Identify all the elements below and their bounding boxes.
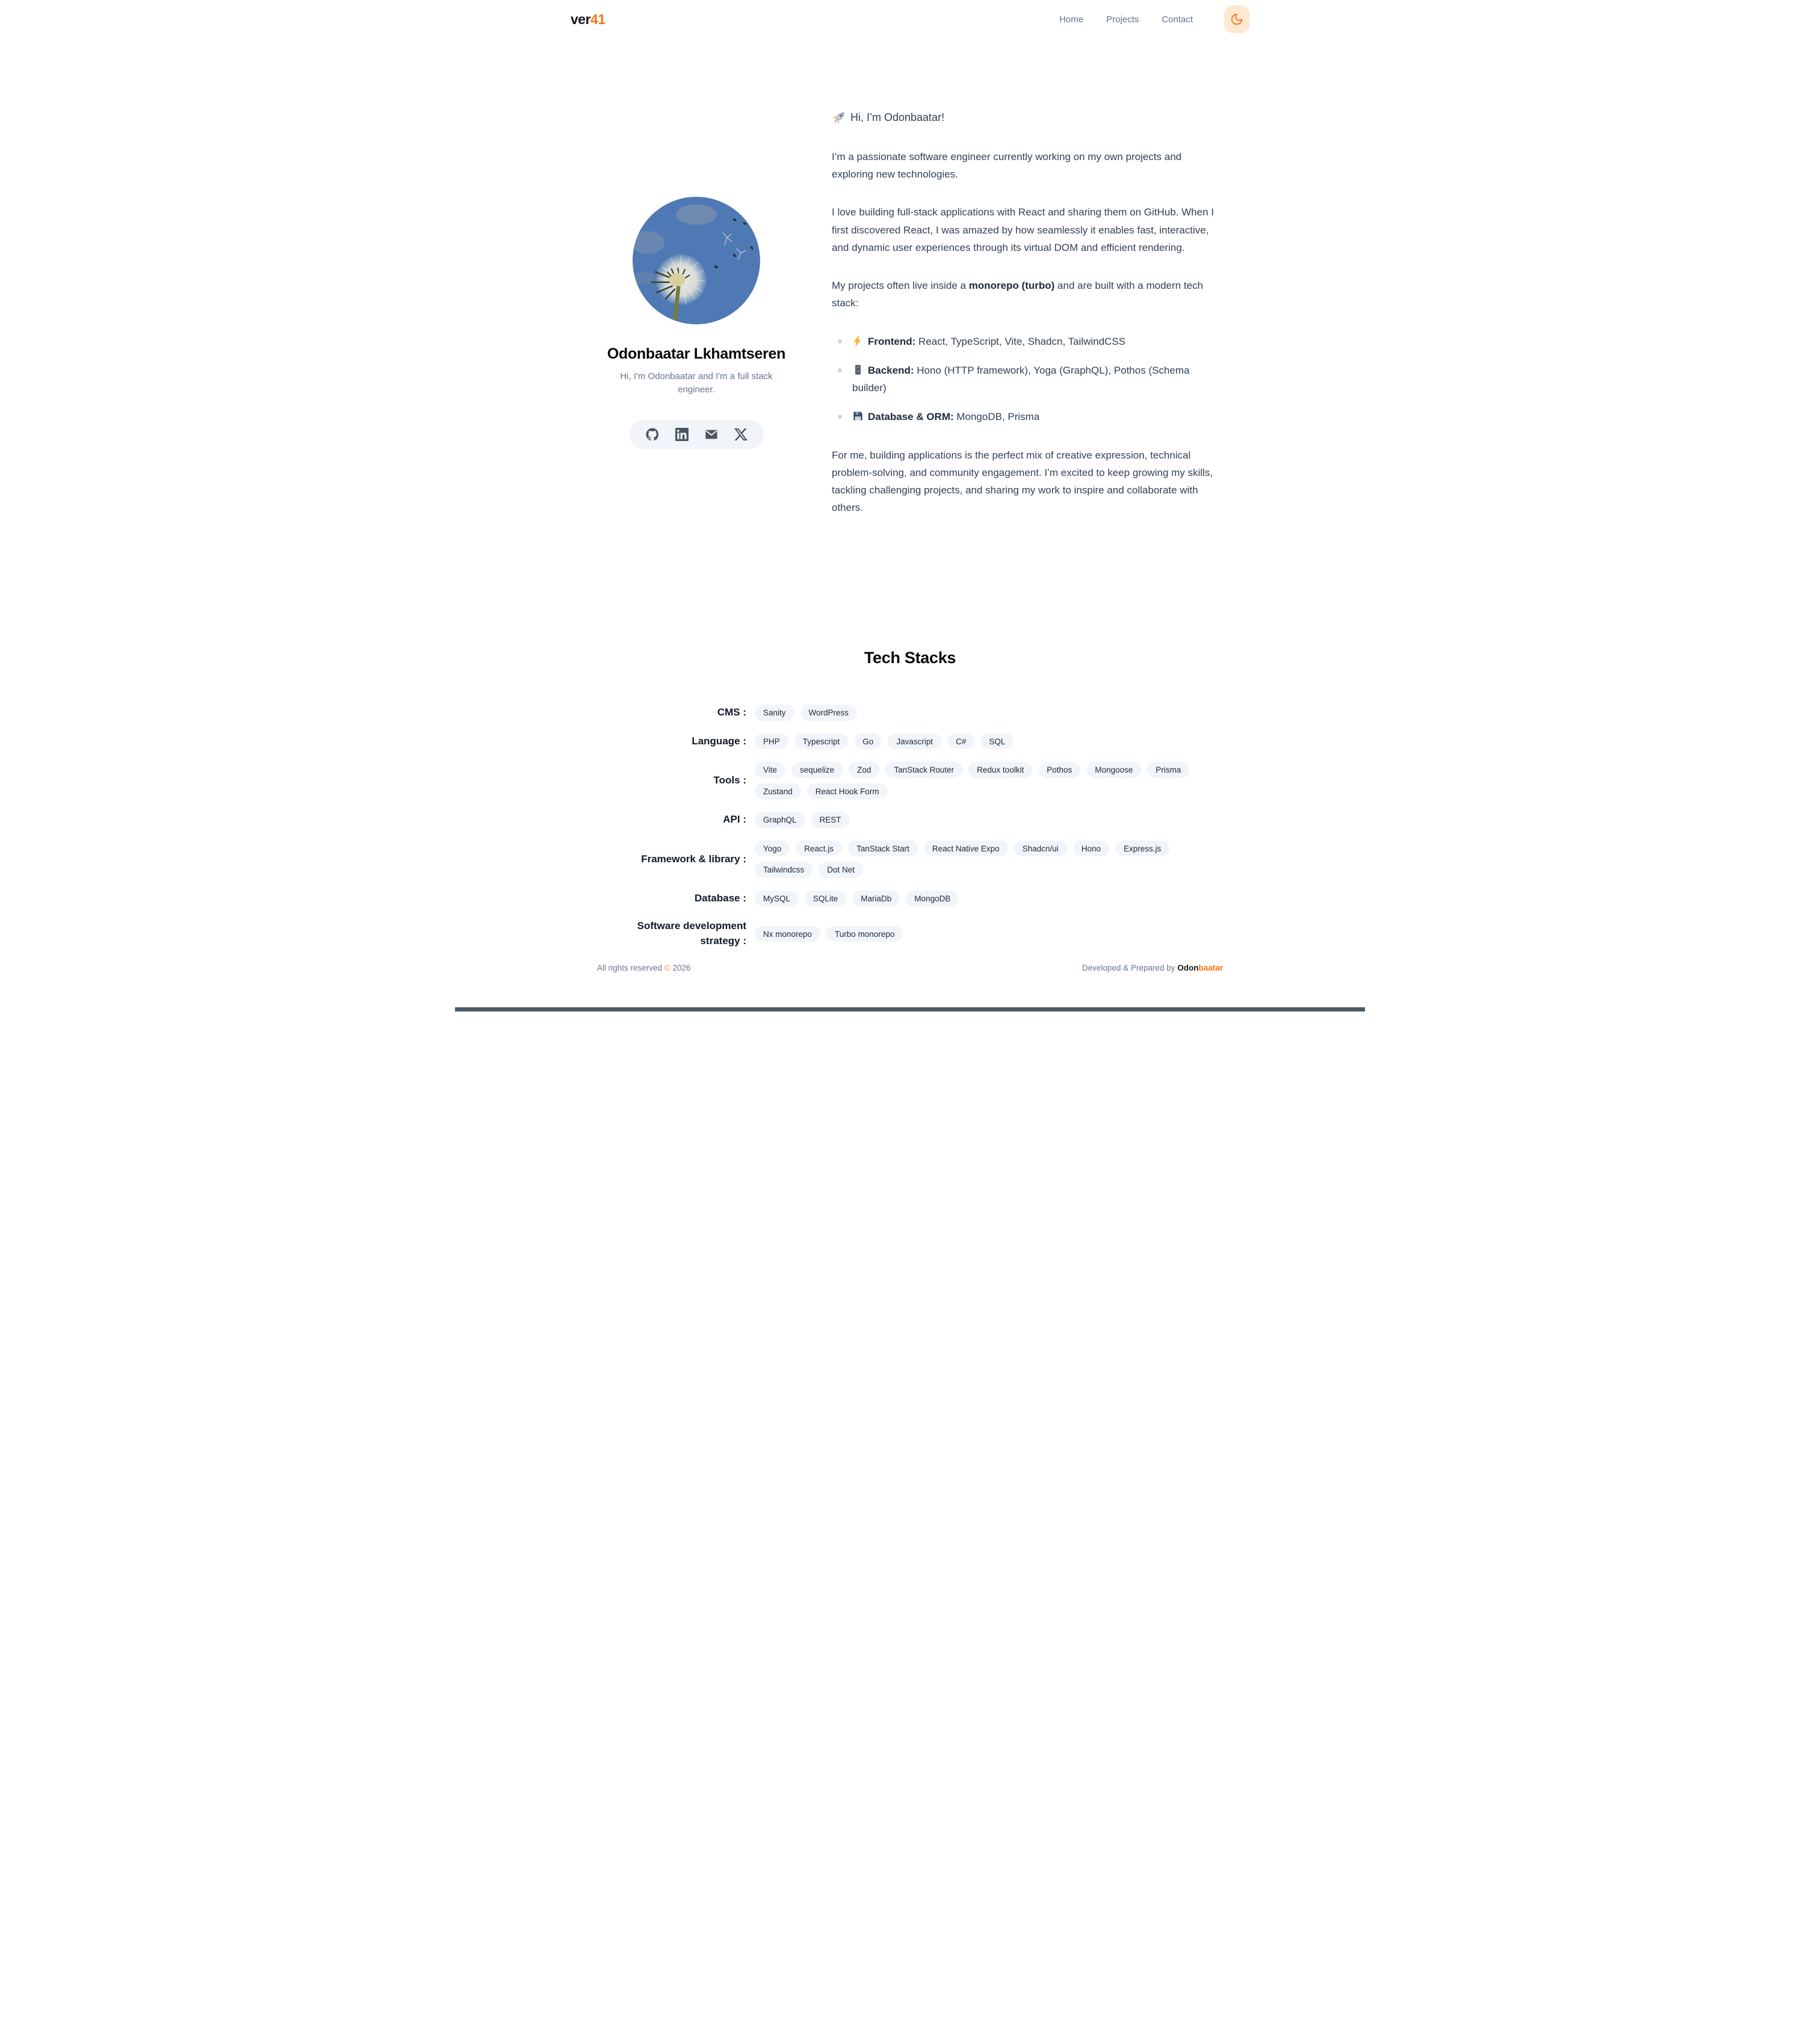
tech-tag: Tailwindcss — [755, 862, 812, 878]
tech-tag-list — [755, 891, 1211, 907]
site-logo[interactable] — [571, 11, 605, 28]
tech-rows — [609, 705, 1211, 948]
intro-text — [832, 108, 1223, 537]
tech-category-label: Database : — [695, 892, 746, 904]
closing-paragraph: For me, building applications is the perfect mix of creative expression, technical problem-solving, and community engagement. I’m excited to keep growing my skills, tackling challenging projects, and sharing my work to inspire and collaborate with others. — [832, 449, 1213, 514]
tech-tag-list — [755, 762, 1211, 799]
intro-paragraphs — [832, 148, 1223, 256]
lightning-icon — [852, 335, 864, 346]
tech-tag: Pothos — [1038, 762, 1080, 778]
site-footer — [455, 963, 1365, 1007]
hero-section — [597, 108, 1223, 537]
tech-category-label: Software development strategy : — [637, 920, 746, 947]
credit-name-dark: Odon — [1177, 963, 1199, 972]
stack-item-text: React, TypeScript, Vite, Shadcn, TailwindCSS — [915, 335, 1126, 347]
tech-tag-list — [755, 841, 1211, 878]
tech-tag: Shadcn/ui — [1014, 841, 1067, 857]
social-links — [630, 420, 764, 449]
x-icon[interactable] — [734, 428, 748, 441]
intro-paragraph: I love building full-stack applications with React and sharing them on GitHub. When I first discovered React, I was amazed by how seamlessly it enables fast, interactive, and dynamic user experiences through its virtual DOM and efficient rendering. — [832, 206, 1214, 253]
stack-item-label: Frontend: — [868, 335, 916, 347]
tech-tag: Mongoose — [1086, 762, 1141, 778]
tech-tag-list — [755, 734, 1211, 750]
stack-list-item — [852, 333, 1223, 350]
stack-item-text: Hono (HTTP framework), Yoga (GraphQL), Pothos (Schema builder) — [852, 364, 1190, 394]
credit-name-orange: baatar — [1198, 963, 1223, 972]
tech-row — [609, 891, 1211, 907]
tech-tag: Turbo monorepo — [826, 926, 903, 942]
nav-link-contact[interactable]: Contact — [1162, 14, 1193, 25]
tech-tag: Typescript — [794, 734, 849, 750]
stack-list — [832, 333, 1223, 426]
profile-name: Odonbaatar Lkhamtseren — [607, 345, 786, 362]
logo-prefix: ver — [571, 11, 591, 27]
tech-tag: TanStack Router — [885, 762, 962, 778]
greeting-text: Hi, I’m Odonbaatar! — [850, 111, 945, 123]
tech-tag: GraphQL — [755, 812, 805, 828]
tech-category-label: Language : — [692, 735, 746, 747]
tech-tag: TanStack Start — [848, 841, 918, 857]
tech-tag: WordPress — [800, 705, 858, 721]
tech-row — [609, 919, 1211, 948]
tech-tag: Express.js — [1115, 841, 1169, 857]
tech-category-label: API : — [723, 814, 746, 826]
tech-tag-list — [755, 926, 1211, 942]
tech-tag: REST — [811, 812, 850, 828]
stack-item-label: Backend: — [868, 364, 914, 376]
tech-row — [609, 705, 1211, 721]
tech-tag: Go — [854, 734, 882, 750]
tech-tag: MariaDb — [852, 891, 900, 907]
tech-tag: Vite — [755, 762, 785, 778]
tech-tag: Sanity — [755, 705, 794, 721]
tech-tag: MySQL — [755, 891, 799, 907]
tech-row — [609, 841, 1211, 878]
tech-row — [609, 762, 1211, 799]
rocket-icon — [832, 111, 845, 124]
github-icon[interactable] — [646, 428, 659, 441]
server-icon — [852, 363, 864, 375]
footer-credit: Developed & Prepared by Odonbaatar — [1082, 963, 1223, 972]
top-nav — [1059, 5, 1249, 33]
moon-icon — [1230, 13, 1243, 26]
next-section-edge — [455, 1007, 1365, 1012]
stack-item-text: MongoDB, Prisma — [953, 411, 1040, 423]
mail-icon[interactable] — [705, 428, 718, 441]
tech-tag: Redux toolkit — [968, 762, 1032, 778]
tech-tag: SQLite — [805, 891, 846, 907]
tech-tag-list — [755, 812, 1211, 828]
stack-list-item — [852, 408, 1223, 425]
tech-tag-list — [755, 705, 1211, 721]
tech-tag: Dot Net — [819, 862, 863, 878]
linkedin-icon[interactable] — [675, 428, 689, 441]
tech-row — [609, 734, 1211, 750]
tech-category-label: CMS : — [717, 706, 746, 718]
tech-stacks-title: Tech Stacks — [864, 649, 956, 667]
profile-tagline: Hi, I'm Odonbaatar and I'm a full stack engineer. — [620, 371, 773, 395]
tech-tag: PHP — [755, 734, 788, 750]
tech-tag: Hono — [1073, 841, 1109, 857]
site-header — [455, 0, 1365, 39]
greeting-line — [832, 108, 1223, 127]
tech-tag: C# — [947, 734, 974, 750]
tech-tag: React Native Expo — [924, 841, 1008, 857]
stack-intro: My projects often live inside a monorepo (turbo) and are built with a modern tech stack: — [832, 280, 1203, 309]
page — [455, 0, 1365, 1012]
tech-tag: Javascript — [888, 734, 941, 750]
copyright-icon: © — [664, 963, 670, 972]
floppy-disk-icon — [852, 410, 864, 421]
tech-tag: Zustand — [755, 783, 801, 800]
tech-category-label: Tools : — [713, 774, 746, 786]
nav-link-projects[interactable]: Projects — [1106, 14, 1139, 25]
nav-links — [1059, 14, 1193, 25]
stack-item-label: Database & ORM: — [868, 411, 954, 423]
tech-tag: Zod — [849, 762, 879, 778]
tech-tag: MongoDB — [906, 891, 959, 907]
nav-link-home[interactable]: Home — [1059, 14, 1084, 25]
tech-tag: React.js — [796, 841, 842, 857]
tech-tag: sequelize — [791, 762, 843, 778]
tech-tag: Prisma — [1147, 762, 1189, 778]
stack-list-item — [852, 362, 1223, 397]
profile-photo — [633, 197, 760, 324]
profile-card — [597, 197, 796, 449]
tech-stacks-section — [455, 649, 1365, 961]
tech-tag: Yogo — [755, 841, 790, 857]
theme-toggle-button[interactable] — [1224, 5, 1249, 33]
footer-copyright: All rights reserved © 2026 — [597, 963, 691, 972]
logo-suffix: 41 — [590, 11, 605, 27]
tech-row — [609, 812, 1211, 828]
tech-category-label: Framework & library : — [641, 853, 746, 865]
intro-paragraph: I’m a passionate software engineer currently working on my own projects and exploring new technologies. — [832, 150, 1182, 181]
tech-tag: SQL — [980, 734, 1014, 750]
tech-tag: Nx monorepo — [755, 926, 820, 942]
tech-tag: React Hook Form — [807, 783, 888, 800]
